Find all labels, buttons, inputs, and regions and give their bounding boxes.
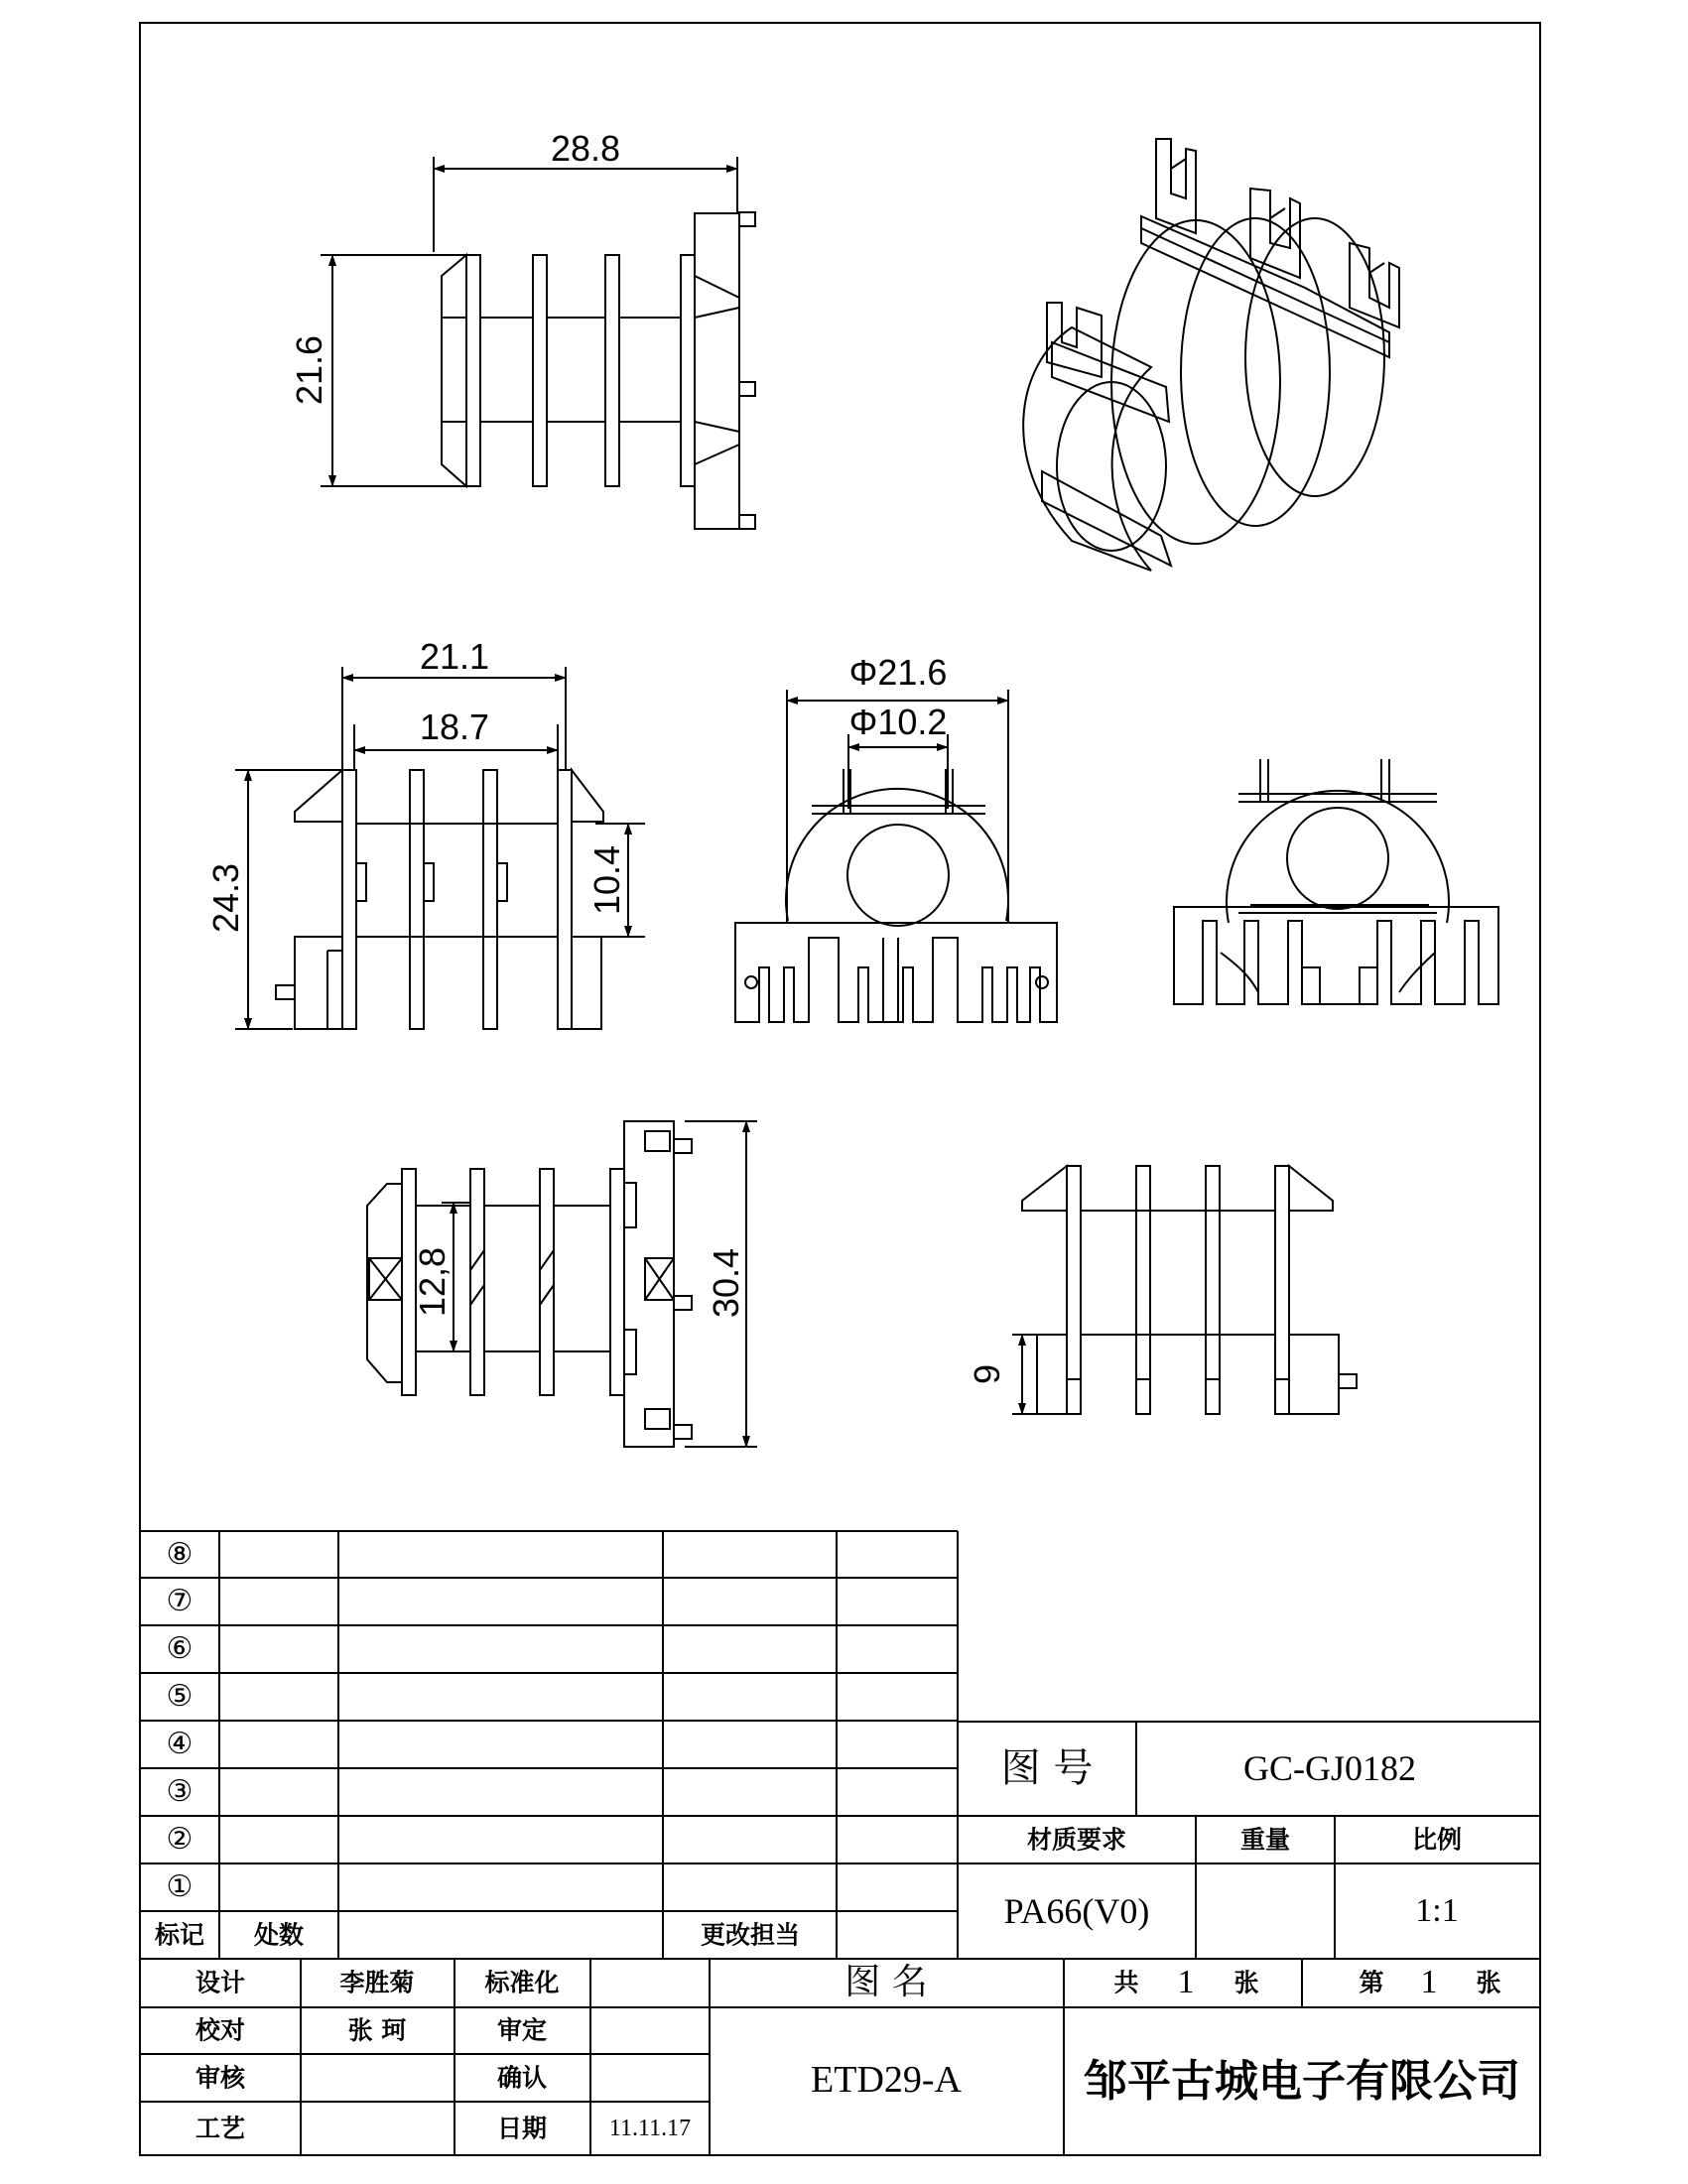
checker-name: 张 珂 bbox=[347, 2015, 407, 2045]
total-sheets: 1 bbox=[1177, 1964, 1195, 2000]
side-view bbox=[1012, 1166, 1357, 1414]
revision-table-grid bbox=[140, 1531, 1540, 1959]
drawing-name-label: 图 名 bbox=[844, 1962, 928, 2002]
dim-label-30-4: 30.4 bbox=[706, 1247, 746, 1319]
revision-row-3: ③ bbox=[166, 1774, 194, 1809]
check-label: 校对 bbox=[195, 2015, 246, 2045]
material-value: PA66(V0) bbox=[1003, 1891, 1150, 1931]
review-label: 审核 bbox=[195, 2063, 246, 2093]
revision-row-5: ⑤ bbox=[166, 1679, 194, 1714]
dim-label-dia-21-6: Φ21.6 bbox=[848, 652, 948, 693]
revision-row-8: ⑧ bbox=[166, 1537, 194, 1572]
total-label: 共 bbox=[1113, 1968, 1139, 1997]
weight-label: 重量 bbox=[1239, 1825, 1291, 1855]
dim-label-10-4: 10.4 bbox=[586, 844, 627, 916]
dim-label-21-6: 21.6 bbox=[289, 334, 329, 406]
material-label: 材质要求 bbox=[1026, 1825, 1127, 1855]
isometric-view bbox=[1023, 139, 1399, 571]
dim-label-24-3: 24.3 bbox=[205, 862, 246, 934]
drawing-number-label: 图 号 bbox=[1000, 1745, 1094, 1791]
date-label: 日期 bbox=[496, 2114, 548, 2143]
confirm-label: 确认 bbox=[496, 2063, 548, 2093]
standardization-label: 标准化 bbox=[484, 1968, 560, 1997]
revision-row-7: ⑦ bbox=[166, 1584, 194, 1618]
dim-label-9: 9 bbox=[967, 1363, 1007, 1385]
drawing-name: ETD29-A bbox=[811, 2059, 962, 2101]
dim-label-28-8: 28.8 bbox=[550, 128, 621, 169]
total-unit: 张 bbox=[1234, 1968, 1259, 1997]
design-label: 设计 bbox=[195, 1968, 246, 1997]
back-view bbox=[1174, 759, 1498, 1004]
company-name: 邹平古城电子有限公司 bbox=[1084, 2056, 1520, 2107]
dim-label-12-8: 12,8 bbox=[412, 1246, 453, 1318]
revision-header-responsible: 更改担当 bbox=[700, 1920, 801, 1950]
revision-row-2: ② bbox=[166, 1822, 194, 1857]
process-label: 工艺 bbox=[195, 2114, 246, 2143]
approve-label: 审定 bbox=[496, 2015, 548, 2045]
scale-value: 1:1 bbox=[1415, 1892, 1459, 1929]
top-view bbox=[321, 157, 755, 529]
designer-name: 李胜菊 bbox=[339, 1968, 415, 1997]
dim-label-dia-10-2: Φ10.2 bbox=[848, 702, 948, 742]
revision-header-count: 处数 bbox=[253, 1920, 305, 1950]
drawing-number: GC-GJ0182 bbox=[1242, 1748, 1417, 1788]
sheet-border bbox=[140, 23, 1540, 2155]
sheet-label: 第 bbox=[1359, 1968, 1384, 1997]
revision-row-6: ⑥ bbox=[166, 1631, 194, 1666]
dim-label-21-1: 21.1 bbox=[419, 636, 490, 677]
sheet-unit: 张 bbox=[1476, 1968, 1501, 1997]
revision-row-4: ④ bbox=[166, 1727, 194, 1761]
revision-header-mark: 标记 bbox=[154, 1920, 205, 1950]
revision-row-1: ① bbox=[166, 1869, 194, 1904]
scale-label: 比例 bbox=[1411, 1825, 1463, 1855]
date-value: 11.11.17 bbox=[608, 2116, 692, 2141]
dim-label-18-7: 18.7 bbox=[419, 707, 490, 747]
sheet-number: 1 bbox=[1420, 1964, 1438, 2000]
